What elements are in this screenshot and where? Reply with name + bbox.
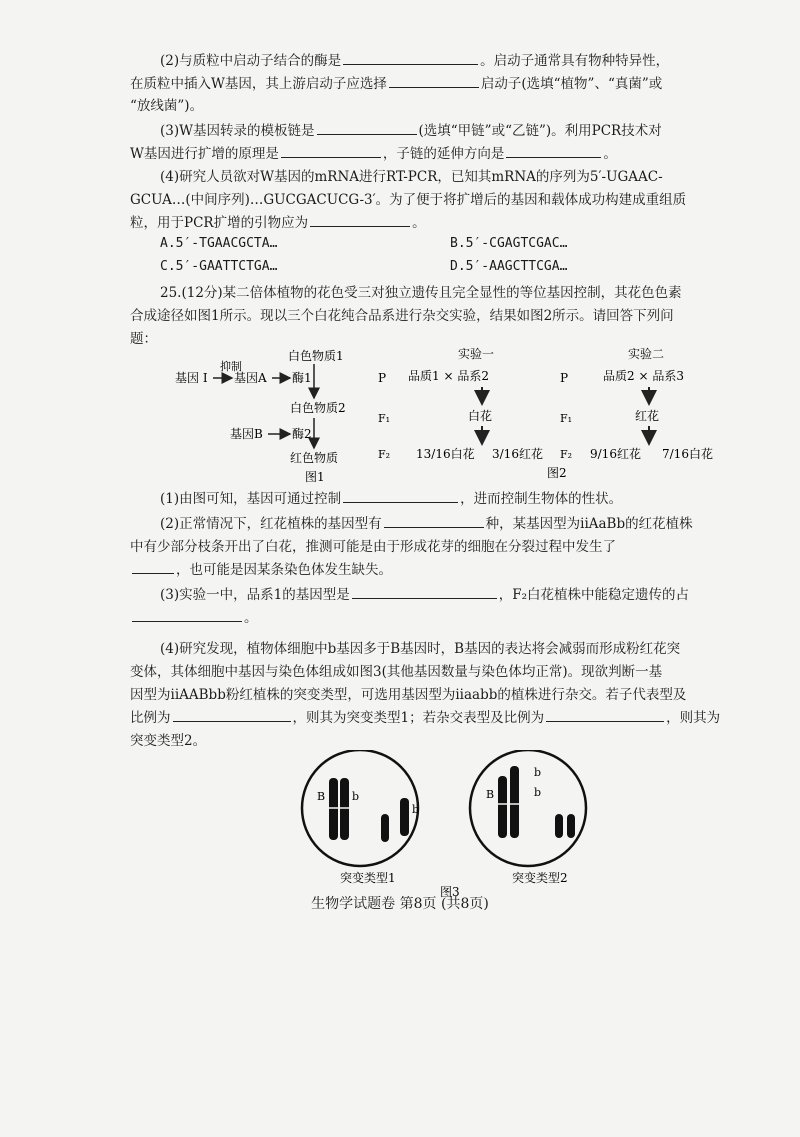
option-a: A.5′-TGAACGCTA… <box>160 236 278 251</box>
q24-part4-line2: GCUA…(中间序列)…GUCGACUCG-3′。为了便于将扩增后的基因和载体成功构建成重组质 <box>130 192 687 208</box>
fig1-white2: 白色物质2 <box>290 401 346 415</box>
q25-intro-line1: 25.(12分)某二倍体植物的花色受三对独立遗传且完全显性的等位基因控制，其花色色素 <box>160 285 682 301</box>
fig3-label-b2: b <box>412 803 420 816</box>
chromosome <box>340 778 349 840</box>
fig2-f2-exp1-b: 3/16红花 <box>492 447 543 461</box>
answer-blank[interactable] <box>384 513 484 528</box>
fig3-label-B2: B <box>486 788 495 801</box>
fig3-type2: 突变类型2 <box>512 871 568 885</box>
q25-part4-line5: 突变类型2。 <box>130 733 207 749</box>
fig1-gene-b: 基因B <box>230 427 263 441</box>
q24-part4-line3: 粒，用于PCR扩增的引物应为 。 <box>130 212 715 234</box>
fig2-exp2: 实验二 <box>628 347 665 361</box>
fig3-label-b: b <box>352 790 360 803</box>
fig1-white1: 白色物质1 <box>288 349 344 363</box>
cell-circle-type2 <box>470 750 586 866</box>
figure-1-2 <box>120 340 740 490</box>
answer-blank[interactable] <box>343 488 458 503</box>
fig2-f2-label-1: F₂ <box>378 448 391 461</box>
chromosome <box>400 798 409 836</box>
q25-part4-line4: 比例为 ，则其为突变类型1；若杂交表型及比例为 ，则其为 <box>130 707 750 729</box>
answer-blank[interactable] <box>546 707 664 722</box>
answer-blank[interactable] <box>389 73 479 88</box>
answer-blank[interactable] <box>352 584 497 599</box>
fig2-f2-exp2-a: 9/16红花 <box>590 447 641 461</box>
fig3-label-b3: b <box>534 766 542 779</box>
fig2-f1-label-2: F₁ <box>560 412 573 425</box>
fig2-exp1: 实验一 <box>458 347 495 361</box>
q25-part3-line2: 。 <box>130 607 715 629</box>
answer-blank[interactable] <box>132 559 174 574</box>
q25-part4-line2: 变体，其体细胞中基因与染色体组成如图3(其他基因数量与染色体均正常)。现欲判断一基 <box>130 664 663 680</box>
fig3-label-b4: b <box>534 786 542 799</box>
answer-blank[interactable] <box>173 707 291 722</box>
answer-blank[interactable] <box>310 212 410 227</box>
fig1-red: 红色物质 <box>290 451 339 465</box>
fig2-p-label-2: P <box>560 371 569 385</box>
q24-part2-line3: “放线菌”)。 <box>130 98 204 114</box>
chromosome <box>498 776 507 838</box>
option-c: C.5′-GAATTCTGA… <box>160 259 278 274</box>
fig1-caption: 图1 <box>305 470 325 484</box>
q25-intro-line2: 合成途径如图1所示。现以三个白花纯合品系进行杂交实验，结果如图2所示。请回答下列问 <box>130 308 674 324</box>
chromosome <box>567 814 575 838</box>
fig2-caption: 图2 <box>547 466 567 480</box>
q25-part2-line3: ，也可能是因某条染色体发生缺失。 <box>130 559 715 581</box>
q25-part4-line3: 因型为iiAABbb粉红植株的突变类型，可选用基因型为iiaabb的植株进行杂交。若子代表型及 <box>130 687 687 703</box>
fig2-cross2: 品质2 × 品系3 <box>603 369 684 383</box>
fig1-enzyme2: 酶2 <box>292 427 312 441</box>
fig1-gene-i: 基因 I <box>175 371 208 385</box>
q25-part3-line1: (3)实验一中，品系1的基因型是 ，F₂白花植株中能稳定遗传的占 <box>160 584 745 606</box>
q24-part3-line2: W基因进行扩增的原理是 ，子链的延伸方向是 。 <box>130 143 715 165</box>
q25-part1: (1)由图可知，基因可通过控制 ，进而控制生物体的性状。 <box>160 488 745 510</box>
fig2-f2-label-2: F₂ <box>560 448 573 461</box>
fig2-f2-exp2-b: 7/16白花 <box>662 447 713 461</box>
q24-part3-line1: (3)W基因转录的模板链是 (选填“甲链”或“乙链”)。利用PCR技术对 <box>160 120 745 142</box>
q24-part2-line2: 在质粒中插入W基因，其上游启动子应选择 启动子(选填“植物”、“真菌”或 <box>130 73 715 95</box>
fig2-f1-exp2: 红花 <box>635 409 660 423</box>
fig2-cross1: 品质1 × 品系2 <box>408 369 489 383</box>
chromosome <box>555 814 563 838</box>
answer-blank[interactable] <box>506 143 601 158</box>
fig2-p-label-1: P <box>378 371 387 385</box>
fig2-f1-exp1: 白花 <box>468 409 493 423</box>
answer-blank[interactable] <box>343 50 478 65</box>
answer-blank[interactable] <box>281 143 381 158</box>
answer-blank[interactable] <box>132 607 242 622</box>
chromosome <box>510 766 519 838</box>
fig3-caption: 图3 <box>440 885 460 899</box>
fig3-type1: 突变类型1 <box>340 871 396 885</box>
option-b: B.5′-CGAGTCGAC… <box>450 236 568 251</box>
page-footer: 生物学试题卷 第8页 (共8页) <box>311 896 489 912</box>
figure-3 <box>280 750 620 900</box>
q25-part4-line1: (4)研究发现，植物体细胞中b基因多于B基因时，B基因的表达将会减弱而形成粉红花突 <box>160 641 681 657</box>
chromosome <box>381 814 389 842</box>
fig1-enzyme1: 酶1 <box>292 371 312 385</box>
fig2-f2-exp1-a: 13/16白花 <box>416 447 475 461</box>
fig3-label-B: B <box>317 790 326 803</box>
fig1-inhibit: 抑制 <box>220 360 242 373</box>
q25-part2-line2: 中有少部分枝条开出了白花，推测可能是由于形成花芽的细胞在分裂过程中发生了 <box>130 539 616 555</box>
option-d: D.5′-AAGCTTCGA… <box>450 259 568 274</box>
fig1-gene-a: 基因A <box>234 371 267 385</box>
answer-blank[interactable] <box>317 120 417 135</box>
fig2-f1-label-1: F₁ <box>378 412 391 425</box>
q25-part2-line1: (2)正常情况下，红花植株的基因型有 种，某基因型为iiAaBb的红花植株 <box>160 513 745 535</box>
q24-part2-line1: (2)与质粒中启动子结合的酶是 。启动子通常具有物种特异性， <box>160 50 745 72</box>
q25-intro-line3: 题： <box>130 331 157 347</box>
chromosome <box>329 778 338 840</box>
q24-part4-line1: (4)研究人员欲对W基因的mRNA进行RT-PCR，已知其mRNA的序列为5′-UGAAC- <box>160 169 663 185</box>
